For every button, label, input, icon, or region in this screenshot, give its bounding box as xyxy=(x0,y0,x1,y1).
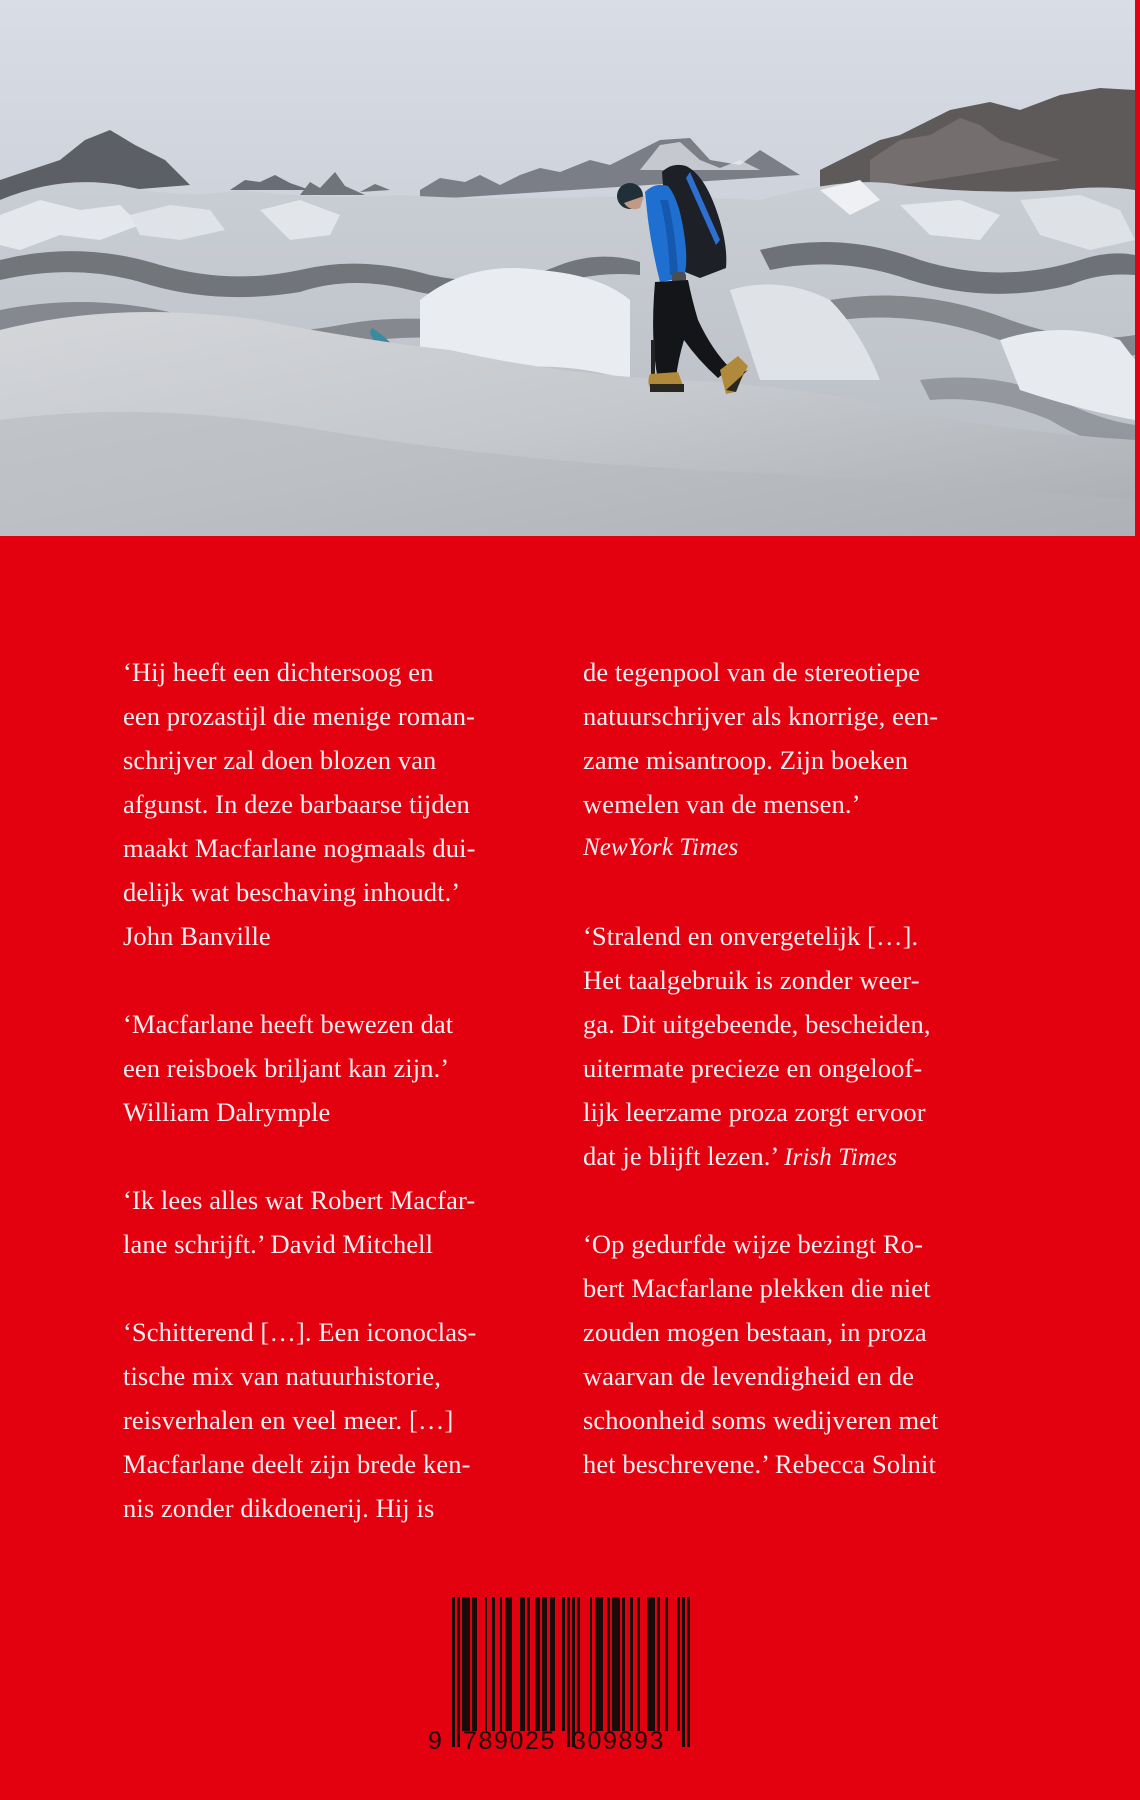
review-quote-solnit xyxy=(583,1222,1023,1486)
barcode-bar xyxy=(687,1597,690,1747)
quote-line: ga. Dit uitgebeende, bescheiden, xyxy=(583,1009,931,1039)
quote-line: bert Macfarlane plekken die niet xyxy=(583,1273,931,1303)
barcode-bar xyxy=(492,1597,495,1731)
quote-line: uitermate precieze en ongeloof- xyxy=(583,1053,923,1083)
barcode-digits-right: 309893 xyxy=(572,1727,666,1755)
quote-line: delijk wat beschaving inhoudt.’ xyxy=(123,877,461,907)
barcode-bar xyxy=(545,1597,548,1731)
quote-line: maakt Macfarlane nogmaals dui- xyxy=(123,833,476,863)
barcode-bar xyxy=(657,1597,660,1731)
barcode-bar xyxy=(590,1597,593,1731)
barcode-bar xyxy=(607,1597,610,1731)
quote-line: ‘Ik lees alles wat Robert Macfar- xyxy=(123,1185,476,1215)
barcode-bar xyxy=(537,1597,540,1731)
barcode-bar xyxy=(510,1597,513,1731)
quote-line: ‘Hij heeft een dichtersoog en xyxy=(123,657,434,687)
quote-attribution: Irish Times xyxy=(784,1144,898,1171)
quote-line xyxy=(123,1222,563,1266)
barcode-bar xyxy=(500,1597,503,1731)
barcode-bar xyxy=(665,1597,668,1731)
glacier-hiker-illustration xyxy=(0,0,1135,536)
quote-line: tische mix van natuurhistorie, xyxy=(123,1361,441,1391)
review-quote-dalrymple xyxy=(123,1002,563,1134)
barcode-bar xyxy=(577,1597,580,1731)
quote-line: reisverhalen en veel meer. […] xyxy=(123,1405,454,1435)
quote-line: Macfarlane deelt zijn brede ken- xyxy=(123,1449,471,1479)
barcode-bar xyxy=(677,1597,680,1731)
quote-line: Het taalgebruik is zonder weer- xyxy=(583,965,920,995)
barcode-bar xyxy=(682,1597,685,1747)
barcode-bar xyxy=(485,1597,488,1731)
barcode-digit-first: 9 xyxy=(428,1727,444,1755)
quote-line-text: lane schrijft.’ xyxy=(123,1229,271,1259)
quote-line-text: het beschrevene.’ xyxy=(583,1449,775,1479)
quote-line: ‘Macfarlane heeft bewezen dat xyxy=(123,1009,454,1039)
quote-line: een prozastijl die menige roman- xyxy=(123,701,475,731)
barcode-bar xyxy=(572,1597,575,1747)
barcode-bar xyxy=(630,1597,633,1731)
quote-line: wemelen van de mensen.’ xyxy=(583,789,861,819)
quote-line: nis zonder dikdoenerij. Hij is xyxy=(123,1493,435,1523)
review-quote-banville xyxy=(123,650,563,958)
barcode-bar xyxy=(567,1597,570,1747)
barcode-bar xyxy=(600,1597,603,1731)
quote-line: ‘Stralend en onvergetelijk […]. xyxy=(583,921,919,951)
quote-line-text: dat je blijft lezen.’ xyxy=(583,1141,785,1171)
quote-line: natuurschrijver als knorrige, een- xyxy=(583,701,939,731)
barcode-bar xyxy=(457,1597,460,1747)
quote-line: schoonheid soms wedijveren met xyxy=(583,1405,939,1435)
quote-line: een reisboek briljant kan zijn.’ xyxy=(123,1053,450,1083)
review-quote-irish-times xyxy=(583,914,1023,1178)
barcode-bar xyxy=(552,1597,555,1731)
barcode-digits-left: 789025 xyxy=(463,1727,557,1755)
quote-attribution: NewYork Times xyxy=(583,834,739,861)
barcode-bar xyxy=(475,1597,478,1731)
barcode-bar xyxy=(527,1597,530,1731)
barcode-bar xyxy=(652,1597,655,1731)
barcode-bar xyxy=(522,1597,525,1731)
barcode-bar xyxy=(617,1597,620,1731)
quote-line: zouden mogen bestaan, in proza xyxy=(583,1317,927,1347)
quote-attribution: John Banville xyxy=(123,921,271,951)
review-quote-mitchell xyxy=(123,1178,563,1266)
review-quote-nyt xyxy=(583,650,1023,870)
barcode-bar xyxy=(467,1597,470,1731)
left-column-reviews xyxy=(123,650,563,1574)
quote-line: zame misantroop. Zijn boeken xyxy=(583,745,909,775)
review-quote-schitterend xyxy=(123,1310,563,1530)
quote-attribution: David Mitchell xyxy=(270,1229,434,1259)
quote-line: lijk leerzame proza zorgt ervoor xyxy=(583,1097,926,1127)
quote-line xyxy=(583,1134,1023,1178)
quote-attribution: Rebecca Solnit xyxy=(774,1449,936,1479)
quote-line xyxy=(583,1442,1023,1486)
right-column-reviews xyxy=(583,650,1023,1530)
quote-attribution: William Dalrymple xyxy=(123,1097,331,1127)
quote-line: afgunst. In deze barbaarse tijden xyxy=(123,789,470,819)
barcode-bar xyxy=(452,1597,455,1747)
quote-line: waarvan de levendigheid en de xyxy=(583,1361,915,1391)
quote-line: ‘Op gedurfde wijze bezingt Ro- xyxy=(583,1229,924,1259)
cover-photo xyxy=(0,0,1135,536)
quote-line: de tegenpool van de stereotiepe xyxy=(583,657,921,687)
barcode-bar xyxy=(637,1597,640,1731)
isbn-barcode xyxy=(452,1597,690,1747)
barcode-bar xyxy=(622,1597,625,1731)
quote-line: schrijver zal doen blozen van xyxy=(123,745,437,775)
barcode-bar xyxy=(562,1597,565,1731)
quote-line: ‘Schitterend […]. Een iconoclas- xyxy=(123,1317,477,1347)
